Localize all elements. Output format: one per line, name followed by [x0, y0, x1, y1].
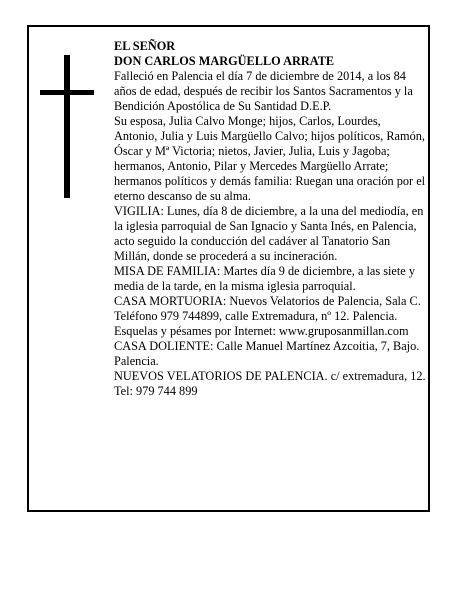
death-paragraph: Falleció en Palencia el día 7 de diciembre de 2014, a los 84 años de edad, después de recibir los Santos Sacramentos y la Bendición Apostólica de Su Santidad D.E.P.: [114, 69, 413, 113]
family-home-paragraph: CASA DOLIENTE: Calle Manuel Martínez Azcoitia, 7, Bajo. Palencia.: [114, 339, 420, 368]
deceased-name: DON CARLOS MARGÜELLO ARRATE: [114, 54, 335, 68]
heading-title: EL SEÑOR: [114, 39, 176, 53]
velatorios-paragraph: NUEVOS VELATORIOS DE PALENCIA. c/ extremadura, 12. Tel: 979 744 899: [114, 369, 426, 398]
funeral-home-paragraph: CASA MORTUORIA: Nuevos Velatorios de Palencia, Sala C. Teléfono 979 744899, calle Extremadura, nº 12. Palencia. Esquelas y pésames por Internet: www.gruposanmillan.com: [114, 294, 421, 338]
notice-text: [114, 39, 426, 399]
vigil-paragraph: VIGILIA: Lunes, día 8 de diciembre, a la una del mediodía, en la iglesia parroquial de San Ignacio y Santa Inés, en Palencia, acto seguido la conducción del cadáver al Tanatorio San Millán, donde se procederá a su incineración.: [114, 204, 424, 263]
mass-paragraph: MISA DE FAMILIA: Martes día 9 de diciembre, a las siete y media de la tarde, en la misma iglesia parroquial.: [114, 264, 415, 293]
family-paragraph: Su esposa, Julia Calvo Monge; hijos, Carlos, Lourdes, Antonio, Julia y Luis Margüello Calvo; hijos políticos, Ramón, Óscar y Mª Victoria; nietos, Javier, Julia, Luis y Jagoba; hermanos, Antonio, Pilar y Mercedes Margüello Arrate; hermanos políticos y demás familia: Ruegan una oración por el eterno descanso de su alma.: [114, 114, 426, 203]
latin-cross-icon: [40, 55, 94, 198]
